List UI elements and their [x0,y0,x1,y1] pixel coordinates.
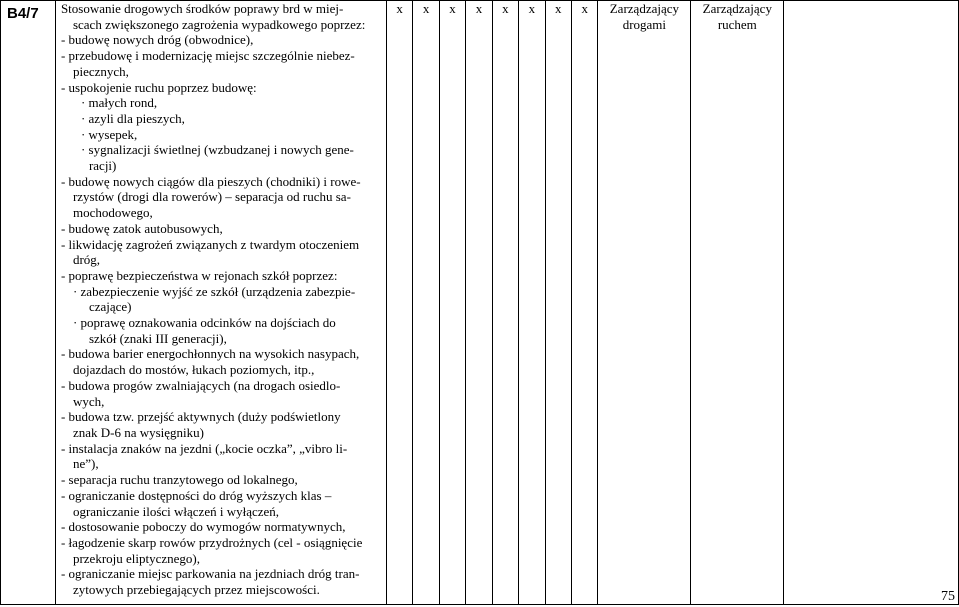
page-number: 75 [941,589,955,604]
description-line: - budowę nowych dróg (obwodnice), [60,32,254,48]
mark-cell: x [492,1,518,605]
description-line: szkół (znaki III generacji), [88,330,227,346]
mark-cell: x [413,1,439,605]
description-line: scach zwiększonego zagrożenia wypadkowego poprzez: [72,16,366,32]
description-line: zytowych przebiegających przez miejscowości. [72,582,320,598]
responsible-roads [598,1,691,605]
table-row [1,1,959,605]
description-line: rzystów (drogi dla rowerów) – separacja od ruchu sa- [72,189,351,205]
mark-cell: x [545,1,571,605]
description-line: - separacja ruchu tranzytowego od lokalnego, [60,472,298,488]
responsible-roads-line1: Zarządzający [609,1,680,16]
description-line: · sygnalizacji świetlnej (wzbudzanej i nowych gene- [80,142,354,158]
description-line: - ograniczanie miejsc parkowania na jezdniach dróg tran- [60,566,360,582]
description-line: dojazdach do mostów, łukach poziomych, itp., [72,362,315,378]
description-line: · azyli dla pieszych, [80,110,185,126]
description-line: dróg, [72,252,101,268]
responsible-traffic [691,1,784,605]
description-line: wych, [72,393,105,409]
description-line: · małych rond, [80,95,158,111]
responsible-traffic-line1: Zarządzający [702,1,772,16]
description-line: - budowa progów zwalniających (na drogach osiedlo- [60,377,341,393]
description-line: - budowę nowych ciągów dla pieszych (chodniki) i rowe- [60,173,361,189]
description-line: - budowę zatok autobusowych, [60,220,223,236]
description-line: ograniczanie ilości włączeń i wyłączeń, [72,503,280,519]
description-line: - likwidację zagrożeń związanych z twardym otoczeniem [60,236,360,252]
responsible-traffic-line2: ruchem [717,16,757,32]
mark-cell: x [519,1,545,605]
description-line: racji) [88,158,117,174]
description-line: czające) [88,299,132,315]
mark-cell: x [386,1,412,605]
responsible-roads-line2: drogami [622,16,667,32]
description-line: · poprawę oznakowania odcinków na dojściach do [72,315,336,331]
description-line: - instalacja znaków na jezdni („kocie oczka”, „vibro li- [60,440,348,456]
description-line: - łagodzenie skarp rowów przydrożnych (cel - osiągnięcie [60,534,363,550]
mark-cell: x [439,1,465,605]
description-line: - dostosowanie poboczy do wymogów normatywnych, [60,519,346,535]
description-line: · zabezpieczenie wyjść ze szkół (urządzenia zabezpie- [72,283,356,299]
mark-cell: x [571,1,597,605]
empty-cell [784,1,959,605]
description-line: - budowa barier energochłonnych na wysokich nasypach, [60,346,360,362]
description-line: - przebudowę i modernizację miejsc szczególnie niebez- [60,48,355,64]
row-description [55,1,386,605]
description-line: - budowa tzw. przejść aktywnych (duży podświetlony [60,409,341,425]
description-line: ne”), [72,456,99,472]
mark-cell: x [466,1,492,605]
description-line: Stosowanie drogowych środków poprawy brd w miej- [60,1,344,16]
description-line: piecznych, [72,63,129,79]
description-line: - uspokojenie ruchu poprzez budowę: [60,79,257,95]
description-line: mochodowego, [72,205,153,221]
description-line: - ograniczanie dostępności do dróg wyższych klas – [60,487,332,503]
description-line: znak D-6 na wysięgniku) [72,424,205,440]
description-line: · wysepek, [80,126,138,142]
description-line: - poprawę bezpieczeństwa w rejonach szkół poprzez: [60,267,338,283]
description-line: przekroju eliptycznego), [72,550,201,566]
row-code: B4/7 [1,1,56,605]
